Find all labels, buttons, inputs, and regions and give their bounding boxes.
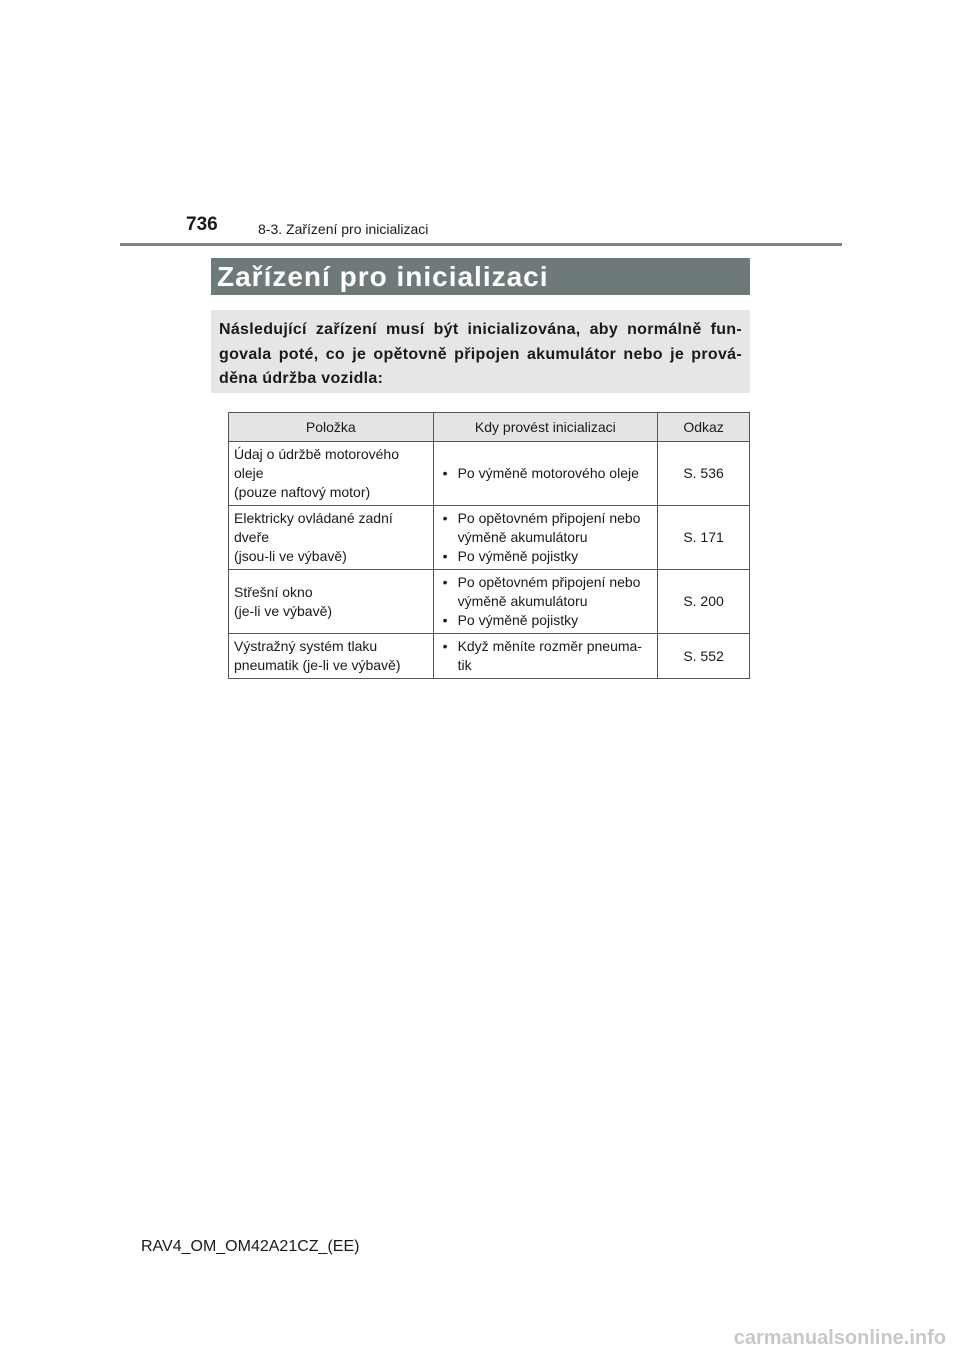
when-cell <box>433 570 658 634</box>
intro-box <box>211 310 750 393</box>
item-line: pneumatik (je-li ve výbavě) <box>234 657 401 673</box>
when-bullet: • Po opětovném připojení nebo výměně akumulátoru <box>439 573 653 611</box>
document-id: RAV4_OM_OM42A21CZ_(EE) <box>141 1238 360 1255</box>
reference-cell: S. 552 <box>658 634 750 679</box>
table-header-row <box>229 413 750 442</box>
section-label: 8-3. Zařízení pro inicializaci <box>258 221 429 237</box>
item-line: Údaj o údržbě motorového <box>234 446 399 462</box>
column-header-reference: Odkaz <box>658 413 750 442</box>
when-cell <box>433 634 658 679</box>
when-bullet: • Po výměně pojistky <box>439 547 653 566</box>
item-cell <box>229 634 434 679</box>
when-bullet: • Po výměně pojistky <box>439 611 653 630</box>
table-row <box>229 442 750 506</box>
item-line: Výstražný systém tlaku <box>234 638 378 654</box>
column-header-when: Kdy provést inicializaci <box>433 413 658 442</box>
item-cell <box>229 570 434 634</box>
reference-cell: S. 536 <box>658 442 750 506</box>
header-rule <box>120 243 842 246</box>
table-row <box>229 570 750 634</box>
when-bullet: • Když měníte rozměr pneuma-tik <box>439 637 653 675</box>
column-header-item: Položka <box>229 413 434 442</box>
when-cell <box>433 442 658 506</box>
item-cell <box>229 442 434 506</box>
item-line: dveře <box>234 529 270 545</box>
watermark: carmanualsonline.info <box>733 1327 946 1349</box>
title-bar <box>211 258 750 295</box>
table-row <box>229 506 750 570</box>
table-row <box>229 634 750 679</box>
reference-cell: S. 171 <box>658 506 750 570</box>
item-line: (pouze naftový motor) <box>234 484 371 500</box>
item-line: (jsou-li ve výbavě) <box>234 548 347 564</box>
page-number: 736 <box>186 214 218 235</box>
intro-text: Následující zařízení musí být inicializována, aby normálně fun-govala poté, co je opětovně připojen akumulátor nebo je prová-děna údržba vozidla: <box>219 321 742 387</box>
item-line: oleje <box>234 465 264 481</box>
when-bullet: • Po opětovném připojení nebo výměně akumulátoru <box>439 509 653 547</box>
reference-cell: S. 200 <box>658 570 750 634</box>
when-cell <box>433 506 658 570</box>
item-line: Elektricky ovládané zadní <box>234 510 393 526</box>
page-title: Zařízení pro inicializaci <box>217 261 549 292</box>
item-line: (je-li ve výbavě) <box>234 602 333 619</box>
initialization-table <box>228 412 750 679</box>
item-cell <box>229 506 434 570</box>
when-bullet: • Po výměně motorového oleje <box>439 464 653 483</box>
item-line: Střešní okno <box>234 583 313 600</box>
